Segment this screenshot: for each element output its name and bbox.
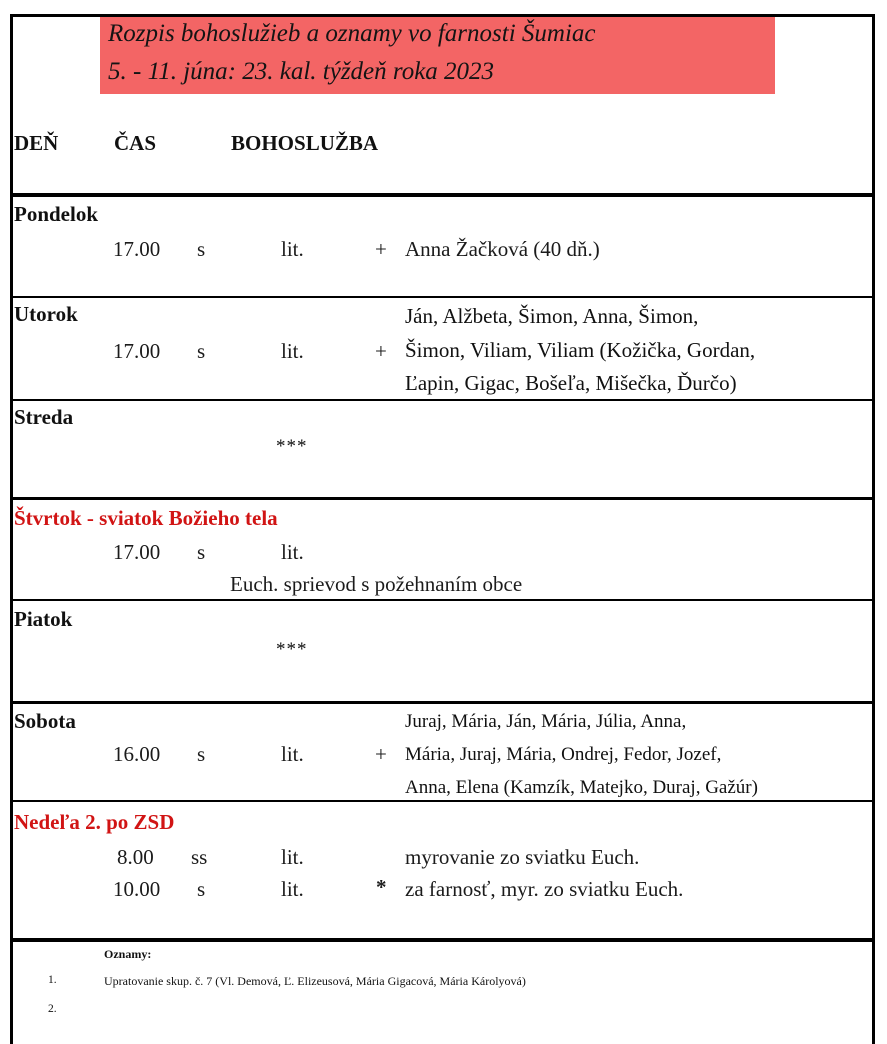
mass-intention: myrovanie zo sviatku Euch. xyxy=(405,845,640,869)
service-rite: lit. xyxy=(281,845,304,869)
page-title: Rozpis bohoslužieb a oznamy vo farnosti Šumiac xyxy=(108,20,596,47)
row-divider xyxy=(10,497,875,500)
service-time: 10.00 xyxy=(113,877,161,901)
service-rite: lit. xyxy=(281,540,304,564)
notes-divider xyxy=(10,938,875,942)
header-divider xyxy=(10,193,875,197)
service-type: ss xyxy=(191,845,208,869)
day-tuesday: Utorok xyxy=(14,302,78,326)
day-thursday: Štvrtok - sviatok Božieho tela xyxy=(14,506,278,530)
no-service-stars: *** xyxy=(276,436,308,457)
mass-intention-line: Mária, Juraj, Mária, Ondrej, Fedor, Jozef, xyxy=(405,744,722,765)
mass-intention: Anna Žačková (40 dň.) xyxy=(405,237,600,261)
service-rite: lit. xyxy=(281,237,304,261)
service-type: s xyxy=(197,237,206,261)
mass-intention-line: Juraj, Mária, Ján, Mária, Júlia, Anna, xyxy=(405,711,687,732)
service-time: 16.00 xyxy=(113,742,161,766)
column-header-service: BOHOSLUŽBA xyxy=(231,131,379,155)
requiem-mark: + xyxy=(375,339,387,363)
day-sunday: Nedeľa 2. po ZSD xyxy=(14,810,175,834)
service-time: 17.00 xyxy=(113,237,161,261)
column-header-day: DEŇ xyxy=(14,131,59,155)
service-note: Euch. sprievod s požehnaním obce xyxy=(230,572,523,596)
day-monday: Pondelok xyxy=(14,202,99,226)
no-service-stars: *** xyxy=(276,639,308,660)
service-rite: lit. xyxy=(281,742,304,766)
mass-intention-line: Anna, Elena (Kamzík, Matejko, Duraj, Gažúr) xyxy=(405,777,758,798)
service-time: 8.00 xyxy=(117,845,154,869)
service-type: s xyxy=(197,339,206,363)
mass-intention-line: Šimon, Viliam, Viliam (Kožička, Gordan, xyxy=(405,338,756,362)
row-divider xyxy=(10,296,875,298)
service-type: s xyxy=(197,540,206,564)
page-subtitle: 5. - 11. júna: 23. kal. týždeň roka 2023 xyxy=(108,58,495,85)
mass-intention-line: Ján, Alžbeta, Šimon, Anna, Šimon, xyxy=(405,304,699,328)
service-rite: lit. xyxy=(281,339,304,363)
requiem-mark: + xyxy=(375,237,387,261)
day-friday: Piatok xyxy=(14,607,73,631)
service-time: 17.00 xyxy=(113,339,161,363)
note-text: Upratovanie skup. č. 7 (Vl. Demová, Ľ. Elizeusová, Mária Gigacová, Mária Károlyová) xyxy=(104,974,526,988)
row-divider xyxy=(10,701,875,704)
notes-heading: Oznamy: xyxy=(104,947,152,961)
service-rite: lit. xyxy=(281,877,304,901)
note-number: 2. xyxy=(48,1003,57,1015)
note-number: 1. xyxy=(48,974,57,986)
day-saturday: Sobota xyxy=(14,709,76,733)
column-header-time: ČAS xyxy=(114,131,157,155)
requiem-mark: + xyxy=(375,742,387,766)
mass-intention: za farnosť, myr. zo sviatku Euch. xyxy=(405,877,684,901)
service-type: s xyxy=(197,877,206,901)
pro-populo-mark: * xyxy=(376,875,387,899)
mass-intention-line: Ľapin, Gigac, Bošeľa, Mišečka, Ďurčo) xyxy=(405,371,737,395)
day-wednesday: Streda xyxy=(14,405,74,429)
service-type: s xyxy=(197,742,206,766)
row-divider xyxy=(10,599,875,601)
service-time: 17.00 xyxy=(113,540,161,564)
